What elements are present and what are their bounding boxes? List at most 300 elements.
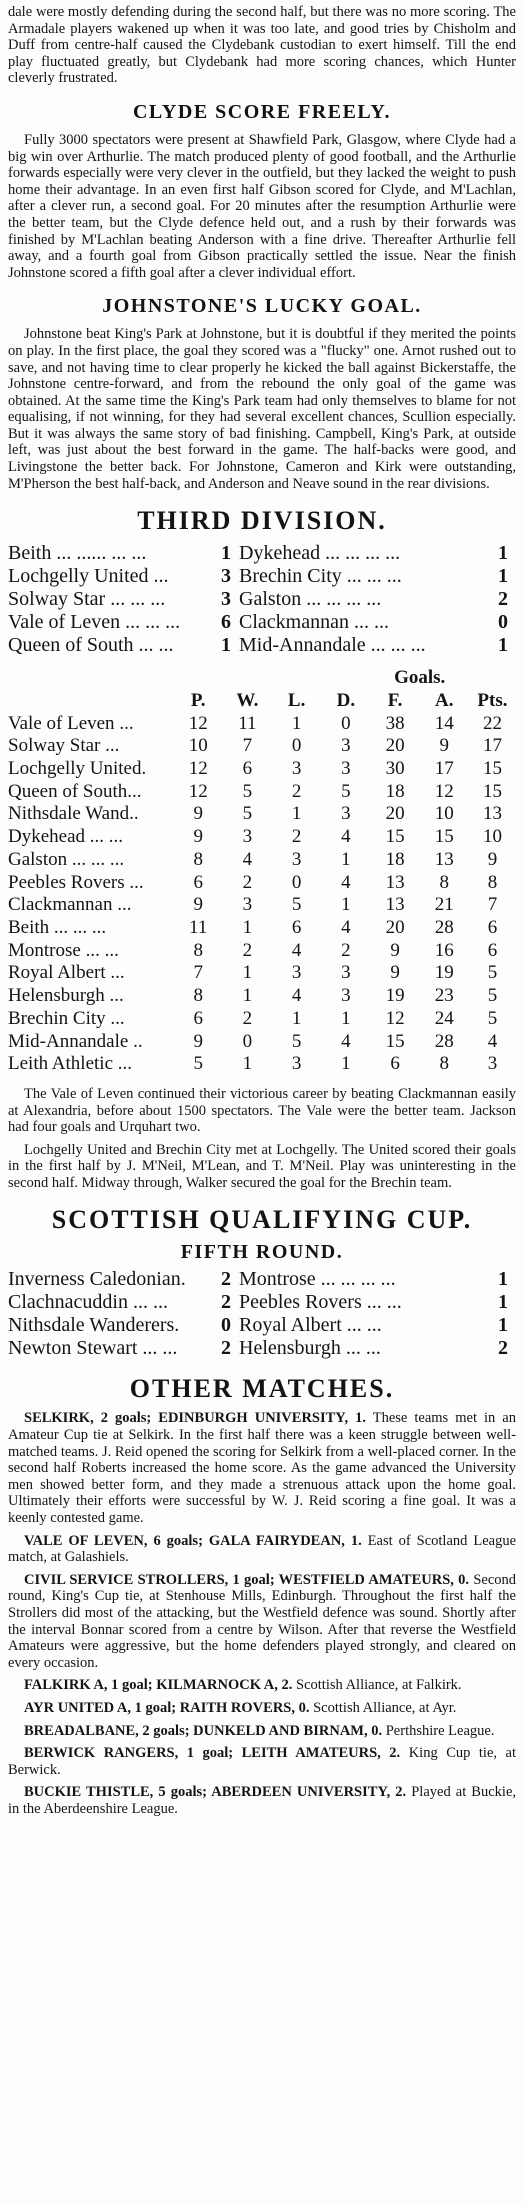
won-cell: 7 [242, 735, 253, 757]
won-cell: 11 [238, 712, 257, 734]
leader-dots: ... ... [132, 1291, 168, 1314]
standings-row [8, 962, 516, 985]
away-team [239, 1337, 490, 1360]
match-report-text: King Cup tie, at Berwick. [8, 1745, 516, 1778]
goals-for-cell: 15 [385, 826, 405, 848]
won-cell: 3 [242, 826, 253, 848]
drawn-cell: 3 [341, 735, 351, 757]
team-name: Helensburgh [8, 985, 105, 1007]
goals-for-cell: 38 [385, 712, 405, 734]
lost-cell: 5 [291, 894, 302, 916]
lost-cell: 3 [291, 848, 302, 870]
goals-against-cell: 28 [434, 916, 454, 938]
goals-against-cell: 23 [434, 985, 454, 1007]
league-table [8, 667, 516, 1076]
team-cell [8, 781, 174, 804]
team-cell [8, 917, 174, 940]
match-report [8, 1784, 516, 1817]
result-row [8, 1337, 516, 1360]
home-team [8, 542, 213, 565]
result-row [8, 542, 516, 565]
points-cell: 8 [487, 871, 498, 893]
drawn-cell: 1 [341, 894, 351, 916]
won-cell: 1 [242, 916, 253, 938]
goals-for-cell: 15 [385, 1030, 405, 1052]
away-team [239, 565, 490, 588]
qualifying-cup-section [8, 1205, 516, 1360]
fifth-round-heading: FIFTH ROUND. [180, 1241, 344, 1264]
team-cell [8, 849, 174, 872]
goals-for-cell: 12 [385, 1007, 405, 1029]
leader-dots: .. [133, 1030, 143, 1052]
leader-dots: ... ... ... [71, 848, 125, 870]
goals-against-cell: 12 [434, 780, 454, 802]
leader-dots: ... [119, 712, 134, 734]
away-score: 1 [498, 1268, 508, 1291]
goals-against-cell: 21 [434, 894, 454, 916]
goals-for-cell: 20 [385, 803, 405, 825]
points-cell: 7 [487, 894, 498, 916]
home-team [8, 611, 213, 634]
home-score: 2 [221, 1291, 231, 1314]
played-cell: 6 [193, 1007, 203, 1029]
leader-dots: ... ... ... [370, 634, 426, 657]
goals-for-cell: 6 [390, 1053, 400, 1075]
home-team-name: Inverness Caledonian. [8, 1268, 186, 1291]
standings-row [8, 894, 516, 917]
team-name: Mid-Annandale [8, 1030, 129, 1052]
column-header-won: W. [236, 689, 259, 711]
goals-for-cell: 20 [385, 916, 405, 938]
team-cell [8, 713, 174, 736]
away-team-name: Helensburgh [239, 1337, 341, 1360]
column-header-drawn: D. [336, 689, 356, 711]
standings-row [8, 713, 516, 736]
played-cell: 5 [193, 1053, 203, 1075]
played-cell: 9 [193, 894, 203, 916]
column-header-for: F. [387, 689, 403, 711]
won-cell: 1 [242, 985, 253, 1007]
lost-cell: 3 [291, 758, 302, 780]
clyde-heading: CLYDE SCORE FREELY. [132, 100, 392, 123]
lost-cell: 2 [291, 780, 302, 802]
standings-row [8, 803, 516, 826]
standings-row [8, 781, 516, 804]
lost-cell: 5 [291, 1030, 302, 1052]
team-cell [8, 872, 174, 895]
team-name: Dykehead [8, 826, 86, 848]
standings-row [8, 872, 516, 895]
team-name: Leith Athletic [8, 1053, 114, 1075]
lost-cell: 4 [291, 939, 302, 961]
qualifying-cup-results [8, 1268, 516, 1360]
won-cell: 5 [242, 803, 253, 825]
drawn-cell: 5 [341, 780, 351, 802]
played-cell: 9 [193, 803, 203, 825]
leader-dots: ... ... ... ... [320, 1268, 396, 1291]
drawn-cell: 2 [341, 939, 351, 961]
won-cell: 6 [242, 758, 253, 780]
drawn-cell: 1 [341, 848, 351, 870]
leader-dots: ... ... ... [346, 565, 402, 588]
away-team [239, 611, 490, 634]
home-score: 1 [221, 542, 231, 565]
intro-paragraph: dale were mostly defending during the second half, but there was no more scoring. The Armadale players wakened up when it was too late, and good tries by Chisholm and Duff from centre-half caused the Clydebank custodian to exert himself. Till the end play fluctuated greatly, but Clydebank had more scoring chances, which Hunter cleverly frustrated. [8, 4, 516, 87]
standings-row [8, 1053, 516, 1076]
home-team [8, 588, 213, 611]
leader-dots: ... [110, 962, 125, 984]
won-cell: 0 [242, 1030, 253, 1052]
leader-dots: ... [105, 735, 120, 757]
johnstone-paragraph: Johnstone beat King's Park at Johnstone, but it is doubtful if they merited the points on play. In the first place, the goal they scored was a "flucky" one. Arnot rushed out to save, and not having time to clear properly he kicked the ball against Bickerstaffe, the Johnstone centre-forward, and from the rebound the only goal of the game was obtained. At the same time the King's Park team had only themselves to blame for not equalising, if not winning, for they had several excellent chances, Scullion especially. But it was always the same story of bad finishing. Campbell, King's Park, at outside left, was just about the best forward in the game. The half-backs were good, and Livingstone the better back. For Johnstone, Cameron and Kirk were outstanding, M'Pherson the best half-back, and Anderson and Neave sound in the rear divisions. [8, 326, 516, 492]
team-name: Royal Albert [8, 962, 106, 984]
away-score: 1 [498, 542, 508, 565]
columns-header-row [8, 690, 516, 713]
away-team-name: Peebles Rovers [239, 1291, 362, 1314]
match-report-text: East of Scotland League match, at Galashiels. [8, 1532, 517, 1566]
team-cell [8, 940, 174, 963]
team-cell [8, 985, 174, 1008]
away-score: 1 [498, 1291, 508, 1314]
goals-for-cell: 13 [385, 871, 405, 893]
team-name: Brechin City [8, 1007, 106, 1029]
lost-cell: 6 [291, 916, 302, 938]
points-cell: 9 [487, 848, 498, 870]
leader-dots: ... [117, 894, 132, 916]
goals-against-cell: 16 [434, 939, 454, 961]
match-result-heading: BREADALBANE, 2 goals; DUNKELD AND BIRNAM, 0. [24, 1722, 383, 1739]
vale-report: The Vale of Leven continued their victorious career by beating Clackmannan easily at Alexandria, before about 1500 spectators. The Vale were the better team. Jackson had four goals and Urquhart two. [8, 1085, 516, 1136]
team-cell [8, 1031, 174, 1054]
home-score: 3 [221, 588, 231, 611]
home-team-name: Lochgelly United [8, 565, 149, 588]
result-row [8, 1291, 516, 1314]
lost-cell: 3 [291, 1053, 302, 1075]
leader-dots: ... ... [85, 939, 119, 961]
won-cell: 5 [242, 780, 253, 802]
goals-against-cell: 10 [434, 803, 454, 825]
lost-cell: 0 [291, 735, 302, 757]
played-cell: 9 [193, 826, 203, 848]
drawn-cell: 1 [341, 1007, 351, 1029]
leader-dots: ... ... [345, 1337, 381, 1360]
leader-dots: ... ... [138, 634, 174, 657]
won-cell: 3 [242, 894, 253, 916]
points-cell: 6 [487, 916, 498, 938]
home-team-name: Solway Star [8, 588, 106, 611]
goals-for-cell: 9 [390, 962, 400, 984]
leader-dots: ... ... [89, 826, 124, 848]
standings-row [8, 985, 516, 1008]
match-report [8, 1745, 516, 1778]
played-cell: 12 [188, 758, 208, 780]
standings-row [8, 758, 516, 781]
home-score: 3 [221, 565, 231, 588]
won-cell: 4 [242, 848, 253, 870]
points-cell: 13 [482, 803, 502, 825]
team-cell [8, 826, 174, 849]
drawn-cell: 3 [341, 758, 351, 780]
match-report [8, 1677, 516, 1694]
home-team-name: Nithsdale Wanderers. [8, 1314, 180, 1337]
drawn-cell: 4 [341, 916, 351, 938]
leader-dots: ... [129, 871, 144, 893]
away-team-name: Royal Albert [239, 1314, 342, 1337]
standings-row [8, 826, 516, 849]
other-matches-heading: OTHER MATCHES. [129, 1374, 395, 1404]
won-cell: 2 [242, 1007, 253, 1029]
goals-label: Goals. [394, 667, 446, 689]
points-cell: 15 [482, 780, 502, 802]
match-report-text: Played at Buckie, in the Aberdeenshire League. [8, 1784, 516, 1817]
goals-against-cell: 19 [434, 962, 454, 984]
away-score: 1 [498, 1314, 508, 1337]
leader-dots: ... [110, 1007, 125, 1029]
column-header-lost: L. [287, 689, 306, 711]
team-name: Clackmannan [8, 894, 113, 916]
home-score: 2 [221, 1337, 231, 1360]
result-row [8, 1314, 516, 1337]
team-cell [8, 1053, 174, 1076]
result-row [8, 588, 516, 611]
goals-against-cell: 9 [439, 735, 450, 757]
leader-dots: ... [117, 1053, 133, 1075]
other-matches-section [8, 1374, 516, 1817]
away-team-name: Dykehead [239, 542, 321, 565]
played-cell: 10 [188, 735, 208, 757]
third-division-section [8, 506, 516, 1191]
points-cell: 6 [487, 939, 498, 961]
team-cell [8, 758, 174, 781]
team-cell [8, 1008, 174, 1031]
match-report-text: Perthshire League. [385, 1722, 495, 1739]
home-score: 6 [221, 611, 231, 634]
away-team-name: Clackmannan [239, 611, 349, 634]
home-score: 1 [221, 634, 231, 657]
points-cell: 5 [487, 962, 498, 984]
column-header-against: A. [435, 689, 454, 711]
away-team [239, 634, 490, 657]
match-report-text: Second round, King's Cup tie, at Stenhouse Mills, Edinburgh. Throughout the first half the Strollers did most of the attacking, but the Westfield defence was sound. Shortly after the interval Bonnar scored from a centre by Wilson. After that reverse the Westfield Amateurs were aggressive, but the home defenders played strongly, and cleared on every occasion. [8, 1571, 517, 1671]
team-name: Queen of South... [8, 780, 142, 802]
match-result-heading: VALE OF LEVEN, 6 goals; GALA FAIRYDEAN, 1. [24, 1532, 362, 1549]
goals-for-cell: 30 [385, 758, 405, 780]
leader-dots: ... ... ... ... [325, 542, 401, 565]
away-team-name: Mid-Annandale [239, 634, 366, 657]
match-report-text: Scottish Alliance, at Falkirk. [296, 1677, 462, 1694]
match-report-text: Scottish Alliance, at Ayr. [313, 1699, 457, 1716]
clyde-section [8, 101, 516, 281]
away-score: 1 [498, 565, 508, 588]
played-cell: 11 [189, 916, 208, 938]
column-header-played: P. [190, 689, 206, 711]
leader-dots: ... [109, 985, 124, 1007]
match-report [8, 1533, 516, 1566]
won-cell: 1 [242, 1053, 253, 1075]
away-team [239, 542, 490, 565]
leader-dots: ... ... ... [125, 611, 181, 634]
standings-row [8, 917, 516, 940]
team-name: Montrose [8, 939, 81, 961]
drawn-cell: 1 [341, 1053, 351, 1075]
match-result-heading: BUCKIE THISTLE, 5 goals; ABERDEEN UNIVERSITY, 2. [24, 1784, 407, 1801]
home-team-name: Queen of South [8, 634, 134, 657]
played-cell: 7 [193, 962, 203, 984]
drawn-cell: 0 [341, 712, 351, 734]
lost-cell: 1 [291, 803, 302, 825]
leader-dots: ... [153, 565, 169, 588]
home-score: 2 [221, 1268, 231, 1291]
goals-against-cell: 24 [434, 1007, 454, 1029]
away-score: 1 [498, 634, 508, 657]
match-report [8, 1723, 516, 1740]
home-team [8, 565, 213, 588]
lost-cell: 1 [291, 1007, 302, 1029]
result-row [8, 565, 516, 588]
team-name: Nithsdale Wand.. [8, 803, 139, 825]
lochgelly-report: Lochgelly United and Brechin City met at Lochgelly. The United scored their goals in the first half by J. M'Neil, M'Lean, and T. M'Neil. Play was uninteresting in the second half. Midway through, Walker secured the goal for the Brechin team. [8, 1141, 516, 1191]
points-cell: 3 [487, 1053, 498, 1075]
lost-cell: 3 [291, 962, 302, 984]
drawn-cell: 4 [341, 826, 351, 848]
leader-dots: ... ... ... [53, 916, 107, 938]
played-cell: 8 [193, 848, 203, 870]
match-result-heading: AYR UNITED A, 1 goal; RAITH ROVERS, 0. [24, 1699, 310, 1716]
match-result-heading: SELKIRK, 2 goals; EDINBURGH UNIVERSITY, 1. [24, 1410, 366, 1427]
result-row [8, 1268, 516, 1291]
home-score: 0 [221, 1314, 231, 1337]
goals-against-cell: 17 [434, 758, 454, 780]
drawn-cell: 4 [341, 1030, 351, 1052]
clyde-paragraph: Fully 3000 spectators were present at Shawfield Park, Glasgow, where Clyde had a big win over Arthurlie. The match produced plenty of good football, and the Arthurlie forwards especially were very clever in the outfield, but they lacked the weight to push home their advantage. In an even first half Gibson scored for Clyde, and M'Lachlan, after a clever run, a second goal. For 20 minutes after the resumption Arthurlie were the better team, but the Clyde defence held out, and a rush by their forwards was finished by M'Lachlan beating Anderson with a fine drive. Thereafter Arthurlie fell away, and a fourth goal from Gibson practically settled the issue. Near the finish Johnstone scored a fifth goal after a clever individual effort. [8, 131, 516, 281]
goals-for-cell: 18 [385, 848, 405, 870]
lost-cell: 2 [291, 826, 302, 848]
played-cell: 8 [193, 939, 203, 961]
won-cell: 1 [242, 962, 253, 984]
leader-dots: ... ... ... [110, 588, 166, 611]
home-team [8, 1337, 213, 1360]
match-result-heading: BERWICK RANGERS, 1 goal; LEITH AMATEURS, 2. [24, 1745, 401, 1762]
drawn-cell: 3 [341, 985, 351, 1007]
team-cell [8, 735, 174, 758]
away-team-name: Montrose [239, 1268, 316, 1291]
lost-cell: 0 [291, 871, 302, 893]
drawn-cell: 3 [341, 803, 351, 825]
team-name: Vale of Leven [8, 712, 115, 734]
home-team [8, 634, 213, 657]
match-report-text: These teams met in an Amateur Cup tie at Selkirk. In the first half there was a keen struggle between well-matched teams. J. Reid opened the scoring for Selkirk from a well-placed corner. In the second half Roberts increased the home score. As the game advanced the University men showed better form, and they made a strenuous attack upon the home goal. Ultimately their efforts were successful by W. J. Reid scoring a fine goal. It was a keenly contested game. [8, 1410, 516, 1527]
home-team-name: Vale of Leven [8, 611, 121, 634]
points-cell: 15 [482, 758, 502, 780]
match-report [8, 1572, 516, 1672]
standings-row [8, 940, 516, 963]
third-division-heading: THIRD DIVISION. [137, 506, 387, 536]
result-row [8, 634, 516, 657]
standings-row [8, 735, 516, 758]
played-cell: 9 [193, 1030, 203, 1052]
away-team [239, 1291, 490, 1314]
standings-row [8, 1008, 516, 1031]
johnstone-heading: JOHNSTONE'S LUCKY GOAL. [102, 295, 422, 318]
drawn-cell: 4 [341, 871, 351, 893]
goals-against-cell: 14 [434, 712, 454, 734]
away-team-name: Galston [239, 588, 302, 611]
team-cell [8, 894, 174, 917]
goals-for-cell: 13 [385, 894, 405, 916]
match-report [8, 1410, 516, 1526]
column-header-points: Pts. [477, 689, 508, 711]
team-name: Beith [8, 916, 50, 938]
played-cell: 12 [188, 780, 208, 802]
lost-cell: 1 [291, 712, 302, 734]
away-team-name: Brechin City [239, 565, 342, 588]
standings-row [8, 1031, 516, 1054]
away-score: 2 [498, 1337, 508, 1360]
goals-against-cell: 13 [434, 848, 454, 870]
home-team [8, 1291, 213, 1314]
goals-against-cell: 15 [434, 826, 454, 848]
won-cell: 2 [242, 871, 253, 893]
team-name: Peebles Rovers [8, 871, 125, 893]
home-team-name: Clachnacuddin [8, 1291, 128, 1314]
home-team-name: Beith [8, 542, 52, 565]
played-cell: 6 [193, 871, 203, 893]
won-cell: 2 [242, 939, 253, 961]
goals-header-row [8, 667, 516, 690]
home-team [8, 1314, 213, 1337]
team-name: Lochgelly United. [8, 758, 147, 780]
team-name: Galston [8, 848, 68, 870]
points-cell: 10 [482, 826, 502, 848]
points-cell: 22 [482, 712, 502, 734]
goals-for-cell: 20 [385, 735, 405, 757]
home-team [8, 1268, 213, 1291]
goals-against-cell: 28 [434, 1030, 454, 1052]
points-cell: 5 [487, 985, 498, 1007]
match-result-heading: CIVIL SERVICE STROLLERS, 1 goal; WESTFIELD AMATEURS, 0. [24, 1571, 470, 1588]
match-result-heading: FALKIRK A, 1 goal; KILMARNOCK A, 2. [24, 1677, 293, 1694]
points-cell: 17 [482, 735, 502, 757]
result-row [8, 611, 516, 634]
away-team [239, 1268, 490, 1291]
played-cell: 8 [193, 985, 203, 1007]
drawn-cell: 3 [341, 962, 351, 984]
team-cell [8, 803, 174, 826]
points-cell: 4 [487, 1030, 498, 1052]
match-report [8, 1700, 516, 1717]
goals-against-cell: 8 [439, 871, 450, 893]
lost-cell: 4 [291, 985, 302, 1007]
johnstone-section [8, 295, 516, 492]
team-name: Solway Star [8, 735, 101, 757]
leader-dots: ... ... [366, 1291, 402, 1314]
away-team [239, 588, 490, 611]
qualifying-cup-heading: SCOTTISH QUALIFYING CUP. [51, 1205, 473, 1235]
away-team [239, 1314, 490, 1337]
goals-for-cell: 18 [385, 780, 405, 802]
team-cell [8, 962, 174, 985]
away-score: 2 [498, 588, 508, 611]
third-division-results [8, 542, 516, 657]
points-cell: 5 [487, 1007, 498, 1029]
goals-against-cell: 8 [439, 1053, 450, 1075]
home-team-name: Newton Stewart [8, 1337, 138, 1360]
goals-for-cell: 19 [385, 985, 405, 1007]
leader-dots: ... ... [346, 1314, 382, 1337]
leader-dots: ... ...... ... ... [56, 542, 147, 565]
leader-dots: ... ... [142, 1337, 178, 1360]
leader-dots: ... ... ... ... [306, 588, 382, 611]
